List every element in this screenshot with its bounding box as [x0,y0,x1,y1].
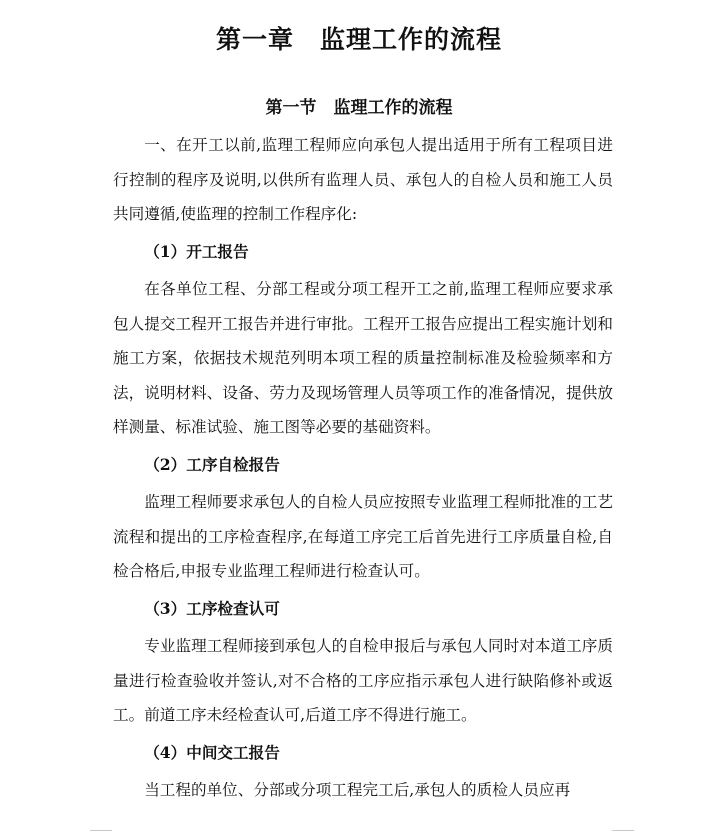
subsection-paragraph-2: 监理工程师要求承包人的自检人员应按照专业监理工程师批准的工艺流程和提出的工序检查程序,在每道工序完工后首先进行工序质量自检,自检合格后,申报专业监理工程师进行检查认可。 [113,493,613,580]
subsection-heading-2: （2）工序自检报告 [144,454,280,474]
subsection-heading-1: （1）开工报告 [144,241,249,261]
subsection-paragraph-1: 在各单位工程、分部工程或分项工程开工之前,监理工程师应要求承包人提交工程开工报告并进行审批。工程开工报告应提出工程实施计划和施工方案，依据技术规范列明本项工程的质量控制标准及检验频率和方法，说明材料、设备、劳力及现场管理人员等项工作的准备情况，提供放样测量、标准试验、施工图等必要的基础资料。 [113,280,613,436]
subsection-heading-3: （3）工序检查认可 [144,598,280,618]
page-corner-mark-right [612,830,634,831]
page-corner-mark-left [90,830,112,831]
subsection-paragraph-4: 当工程的单位、分部或分项工程完工后,承包人的质检人员应再 [144,781,571,799]
chapter-title: 第一章 监理工作的流程 [215,25,502,54]
subsection-heading-4: （4）中间交工报告 [144,742,280,762]
section-title: 第一节 监理工作的流程 [265,98,453,118]
document-body [113,128,613,808]
subsection-paragraph-3: 专业监理工程师接到承包人的自检申报后与承包人同时对本道工序质量进行检查验收并签认,对不合格的工序应指示承包人进行缺陷修补或返工。前道工序未经检查认可,后道工序不得进行施工。 [113,637,613,724]
intro-paragraph: 一、在开工以前,监理工程师应向承包人提出适用于所有工程项目进行控制的程序及说明,以供所有监理人员、承包人的自检人员和施工人员共同遵循,使监理的控制工作程序化: [113,136,613,223]
